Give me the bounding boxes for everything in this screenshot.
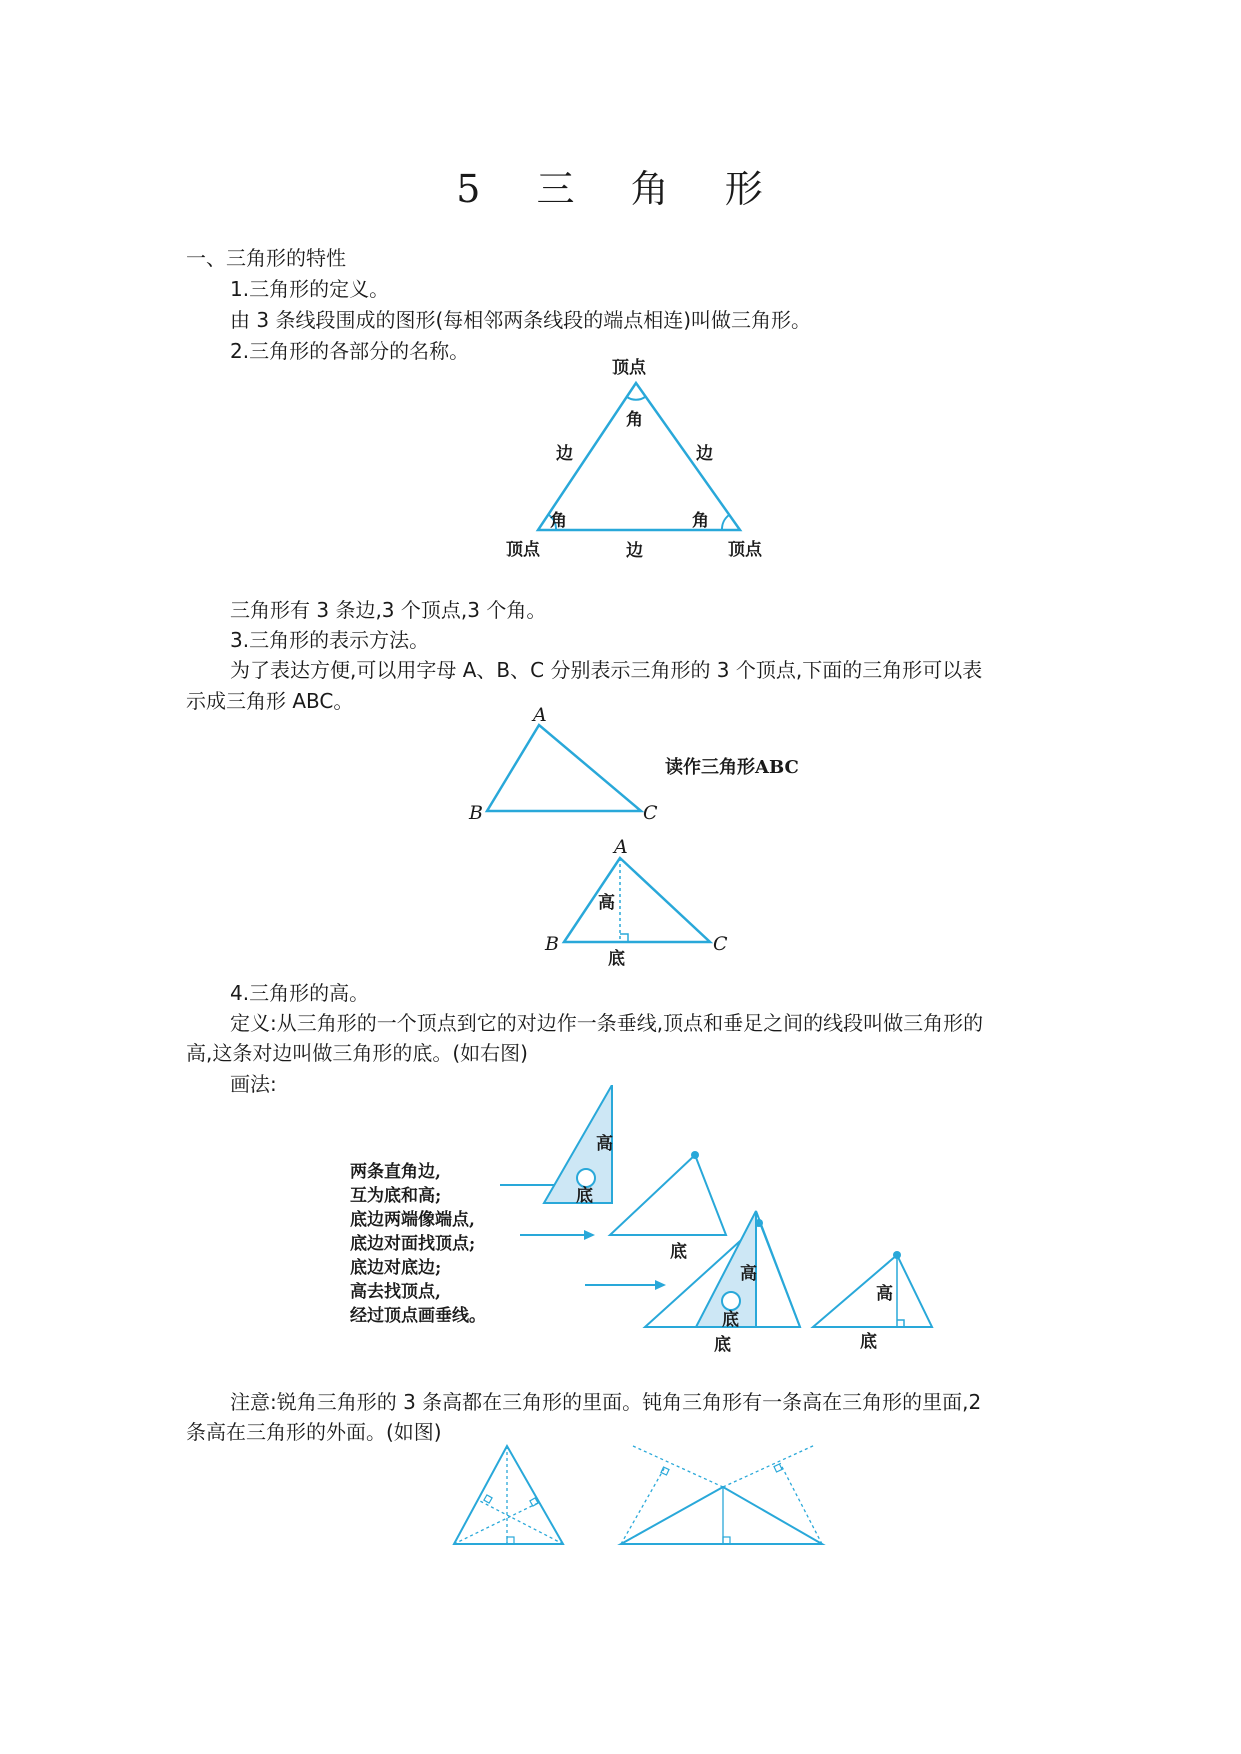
vertex-b-label: B [545,933,559,955]
base-label: 底 [860,1332,877,1352]
angle-right-label: 角 [692,511,709,531]
obtuse-triangle-heights-figure [615,1440,835,1560]
base-label: 底 [722,1310,739,1330]
read-as-label: 读作三角形ABC [665,757,799,778]
angle-top-label: 角 [626,410,643,430]
item1-title: 1.三角形的定义。 [230,277,390,301]
side-bottom-label: 边 [626,541,643,561]
vertex-a-label: A [614,836,628,858]
note-line2: 条高在三角形的外面。(如图) [186,1420,442,1444]
item3-text-line1: 为了表达方便,可以用字母 A、B、C 分别表示三角形的 3 个顶点,下面的三角形可以表 [230,658,983,682]
rhyme-line: 高去找顶点, [350,1282,441,1302]
vertex-b-label: B [469,802,483,824]
drawing-rhyme [350,1160,486,1328]
rhyme-line: 两条直角边, [350,1162,441,1182]
item4-title: 4.三角形的高。 [230,981,370,1005]
side-left-label: 边 [556,444,573,464]
rhyme-line: 经过顶点画垂线。 [350,1306,486,1326]
base-label: 底 [670,1242,687,1262]
height-label: 高 [740,1264,757,1284]
item1-text: 由 3 条线段围成的图形(每相邻两条线段的端点相连)叫做三角形。 [230,308,812,332]
drawing-method-figure [500,1085,950,1360]
vertex-top-label: 顶点 [612,358,646,378]
section-heading: 一、三角形的特性 [186,246,346,270]
vertex-c-label: C [643,802,658,824]
item4-method: 画法: [230,1072,277,1096]
base-label: 底 [714,1335,731,1355]
base-label: 底 [576,1186,593,1206]
item4-def-line1: 定义:从三角形的一个顶点到它的对边作一条垂线,顶点和垂足之间的线段叫做三角形的 [230,1011,984,1035]
item3-text-line2: 示成三角形 ABC。 [186,689,354,713]
rhyme-line: 底边对面找顶点; [350,1234,476,1254]
vertex-left-label: 顶点 [506,540,540,560]
base-label: 底 [608,949,625,966]
note-line1: 注意:锐角三角形的 3 条高都在三角形的里面。钝角三角形有一条高在三角形的里面,2 [230,1390,982,1414]
height-label: 高 [596,1134,613,1154]
item2-title: 2.三角形的各部分的名称。 [230,339,470,363]
acute-triangle-heights-figure [440,1440,580,1560]
vertex-a-label: A [533,705,547,726]
vertex-right-label: 顶点 [728,540,762,560]
triangle-abc-figure [455,705,835,825]
angle-left-label: 角 [550,511,567,531]
item3-title: 3.三角形的表示方法。 [230,628,430,652]
height-base-figure [540,836,740,966]
triangle-parts-figure [500,355,790,565]
rhyme-line: 互为底和高; [350,1186,442,1206]
height-label: 高 [876,1284,893,1304]
rhyme-line: 底边对底边; [350,1258,442,1278]
vertex-c-label: C [713,933,728,955]
rhyme-line: 底边两端像端点, [350,1210,475,1230]
side-right-label: 边 [696,444,713,464]
height-label: 高 [598,893,615,913]
page-title: 5 三 角 形 [456,167,785,211]
item4-def-line2: 高,这条对边叫做三角形的底。(如右图) [186,1041,528,1065]
item2-text: 三角形有 3 条边,3 个顶点,3 个角。 [230,598,547,622]
